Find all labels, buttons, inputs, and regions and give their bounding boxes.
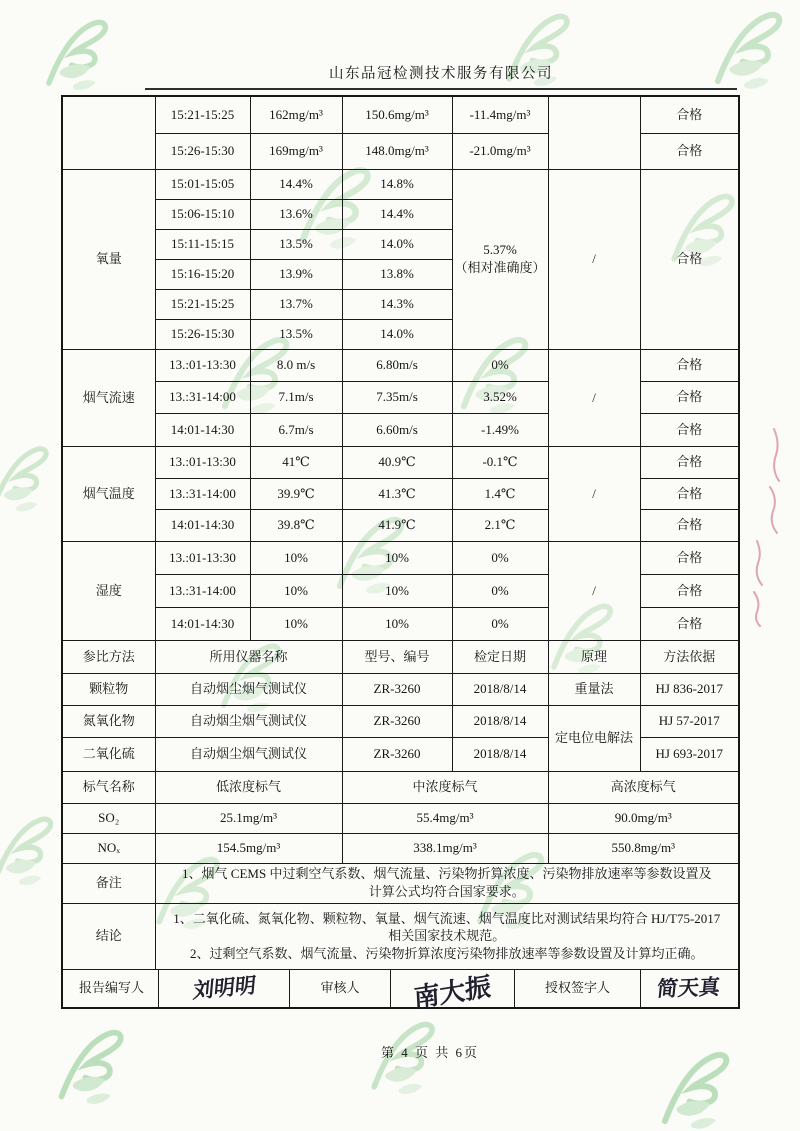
ref-value-cell: 39.8℃	[250, 509, 342, 541]
reviewer-label: 审核人	[290, 970, 391, 1007]
prev-section-label-cell	[62, 96, 155, 169]
remark-line: 1、烟气 CEMS 中过剩空气系数、烟气流量、污染物折算浓度、污染物排放速率等参数设置及	[182, 866, 712, 882]
signature-row	[62, 969, 739, 1008]
header-principle: 原理	[548, 640, 640, 673]
cems-value-cell: 10%	[342, 541, 452, 574]
param-cell: 二氧化硫	[62, 737, 155, 771]
cems-value-cell: 10%	[342, 607, 452, 640]
model-cell: ZR-3260	[342, 673, 452, 705]
date-cell: 2018/8/14	[452, 673, 548, 705]
gas-name-cell: SO₂	[62, 803, 155, 833]
relative-accuracy-cell	[452, 169, 548, 349]
ref-value-cell: 13.6%	[250, 199, 342, 229]
param-label-velocity: 烟气流速	[62, 349, 155, 446]
instrument-cell: 自动烟尘烟气测试仪	[155, 737, 342, 771]
param-cell: 颗粒物	[62, 673, 155, 705]
reviewer-signature: 南大振	[413, 972, 493, 1015]
remark-content	[155, 863, 739, 903]
red-annotation-marks	[762, 425, 784, 540]
time-cell: 15:26-15:30	[155, 133, 250, 169]
brand-logo-watermark	[50, 1026, 132, 1108]
conclusion-line: 1、二氧化硫、氮氧化物、颗粒物、氧量、烟气流速、烟气温度比对测试结果均符合 HJ/T75-2017	[173, 910, 721, 926]
result-cell: 合格	[640, 169, 739, 349]
writer-signature: 刘明明	[191, 972, 257, 1003]
table-row	[62, 169, 739, 199]
cems-value-cell: 40.9℃	[342, 446, 452, 478]
page-number: 第 4 页 共 6页	[380, 1045, 479, 1060]
result-cell: 合格	[640, 349, 739, 381]
error-value-cell: 0%	[452, 607, 548, 640]
remark-row	[62, 863, 739, 903]
time-cell: 14:01-14:30	[155, 413, 250, 446]
red-annotation-marks	[748, 538, 766, 630]
result-cell: 合格	[640, 446, 739, 478]
cems-value-cell: 41.9℃	[342, 509, 452, 541]
time-cell: 13.:31-14:00	[155, 478, 250, 509]
cems-value-cell: 6.60m/s	[342, 413, 452, 446]
time-cell: 15:21-15:25	[155, 289, 250, 319]
gas-low-header: 低浓度标气	[155, 771, 342, 803]
gas-low-cell: 25.1mg/m³	[155, 803, 342, 833]
basis-cell: HJ 693-2017	[640, 737, 739, 771]
cems-value-cell: 14.0%	[342, 229, 452, 259]
ref-value-cell: 14.4%	[250, 169, 342, 199]
header-instrument: 所用仪器名称	[155, 640, 342, 673]
error-value-cell: 0%	[452, 349, 548, 381]
cems-value-cell: 14.3%	[342, 289, 452, 319]
cems-value-cell: 13.8%	[342, 259, 452, 289]
authorizer-signature: 简天真	[655, 974, 722, 1001]
param-label-temperature: 烟气温度	[62, 446, 155, 541]
gas-low-cell: 154.5mg/m³	[155, 833, 342, 863]
gas-row	[62, 803, 739, 833]
header-basis: 方法依据	[640, 640, 739, 673]
ref-value-cell: 13.5%	[250, 319, 342, 349]
ref-value-cell: 10%	[250, 574, 342, 607]
time-cell: 13.:01-13:30	[155, 446, 250, 478]
result-cell: 合格	[640, 96, 739, 133]
param-cell: 氮氧化物	[62, 705, 155, 737]
model-cell: ZR-3260	[342, 705, 452, 737]
ref-value-cell: 162mg/m³	[250, 96, 342, 133]
ref-value-cell: 7.1m/s	[250, 381, 342, 413]
remark-label: 备注	[62, 863, 155, 903]
gas-high-header: 高浓度标气	[548, 771, 739, 803]
method-row	[62, 705, 739, 737]
param-label-oxygen: 氧量	[62, 169, 155, 349]
error-value-cell: -11.4mg/m³	[452, 96, 548, 133]
signer-label: 授权签字人	[515, 970, 641, 1007]
cems-value-cell: 7.35m/s	[342, 381, 452, 413]
basis-cell: HJ 836-2017	[640, 673, 739, 705]
method-header-row	[62, 640, 739, 673]
time-cell: 15:01-15:05	[155, 169, 250, 199]
accuracy-note: （相对准确度）	[454, 260, 546, 275]
error-value-cell: 0%	[452, 541, 548, 574]
cems-value-cell: 148.0mg/m³	[342, 133, 452, 169]
principle-cell: 重量法	[548, 673, 640, 705]
table-row	[62, 96, 739, 133]
result-cell: 合格	[640, 413, 739, 446]
ref-value-cell: 39.9℃	[250, 478, 342, 509]
result-cell: 合格	[640, 478, 739, 509]
time-cell: 15:06-15:10	[155, 199, 250, 229]
ref-value-cell: 13.9%	[250, 259, 342, 289]
error-value-cell: 1.4℃	[452, 478, 548, 509]
ref-value-cell: 10%	[250, 607, 342, 640]
cems-value-cell: 41.3℃	[342, 478, 452, 509]
brand-logo-watermark	[38, 16, 116, 94]
gas-mid-header: 中浓度标气	[342, 771, 548, 803]
gas-name-cell: NOₓ	[62, 833, 155, 863]
time-cell: 15:16-15:20	[155, 259, 250, 289]
time-cell: 15:21-15:25	[155, 96, 250, 133]
result-cell: 合格	[640, 133, 739, 169]
ref-value-cell: 41℃	[250, 446, 342, 478]
cems-value-cell: 6.80m/s	[342, 349, 452, 381]
gas-mid-cell: 338.1mg/m³	[342, 833, 548, 863]
table-row	[62, 541, 739, 574]
gas-high-cell: 90.0mg/m³	[548, 803, 739, 833]
error-value-cell: -1.49%	[452, 413, 548, 446]
header-param: 参比方法	[62, 640, 155, 673]
na-cell: /	[548, 446, 640, 541]
na-cell: /	[548, 169, 640, 349]
na-cell: /	[548, 349, 640, 446]
brand-logo-watermark	[0, 443, 56, 515]
conclusion-line: 相关国家技术规范。	[388, 928, 506, 944]
time-cell: 15:26-15:30	[155, 319, 250, 349]
gas-row	[62, 833, 739, 863]
conclusion-label: 结论	[62, 903, 155, 969]
table-row	[62, 349, 739, 381]
method-row	[62, 673, 739, 705]
gas-label: 标气名称	[62, 771, 155, 803]
cems-value-cell: 10%	[342, 574, 452, 607]
header-model: 型号、编号	[342, 640, 452, 673]
conclusion-content	[155, 903, 739, 969]
conclusion-row	[62, 903, 739, 969]
accuracy-value: 5.37%	[483, 242, 517, 258]
header-date: 检定日期	[452, 640, 548, 673]
conclusion-line: 2、过剩空气系数、烟气流量、污染物折算浓度污染物排放速率等参数设置及计算均正确。	[189, 945, 704, 961]
cems-value-cell: 150.6mg/m³	[342, 96, 452, 133]
ref-value-cell: 6.7m/s	[250, 413, 342, 446]
time-cell: 13.:01-13:30	[155, 541, 250, 574]
ref-value-cell: 10%	[250, 541, 342, 574]
time-cell: 15:11-15:15	[155, 229, 250, 259]
date-cell: 2018/8/14	[452, 737, 548, 771]
error-value-cell: -21.0mg/m³	[452, 133, 548, 169]
param-label-humidity: 湿度	[62, 541, 155, 640]
time-cell: 14:01-14:30	[155, 607, 250, 640]
ref-value-cell: 13.5%	[250, 229, 342, 259]
basis-cell: HJ 57-2017	[640, 705, 739, 737]
cems-value-cell: 14.8%	[342, 169, 452, 199]
na-cell: /	[548, 541, 640, 640]
gas-high-cell: 550.8mg/m³	[548, 833, 739, 863]
principle-cell: 定电位电解法	[548, 705, 640, 771]
error-value-cell: 2.1℃	[452, 509, 548, 541]
date-cell: 2018/8/14	[452, 705, 548, 737]
time-cell: 13.:01-13:30	[155, 349, 250, 381]
cems-value-cell: 14.0%	[342, 319, 452, 349]
time-cell: 14:01-14:30	[155, 509, 250, 541]
time-cell: 13.:31-14:00	[155, 574, 250, 607]
writer-label: 报告编写人	[65, 970, 159, 1007]
error-value-cell: 3.52%	[452, 381, 548, 413]
ref-value-cell: 169mg/m³	[250, 133, 342, 169]
results-table	[61, 95, 740, 1015]
result-cell: 合格	[640, 381, 739, 413]
result-cell: 合格	[640, 607, 739, 640]
result-cell: 合格	[640, 509, 739, 541]
gas-header-row	[62, 771, 739, 803]
instrument-cell: 自动烟尘烟气测试仪	[155, 673, 342, 705]
company-title: 山东品冠检测技术服务有限公司	[145, 62, 737, 90]
signature-cells	[62, 969, 739, 1015]
model-cell: ZR-3260	[342, 737, 452, 771]
error-value-cell: 0%	[452, 574, 548, 607]
gas-mid-cell: 55.4mg/m³	[342, 803, 548, 833]
remark-line: 计算公式均符合国家要求。	[368, 884, 525, 899]
instrument-cell: 自动烟尘烟气测试仪	[155, 705, 342, 737]
brand-logo-watermark	[0, 813, 61, 889]
time-cell: 13.:31-14:00	[155, 381, 250, 413]
ref-value-cell: 8.0 m/s	[250, 349, 342, 381]
result-cell: 合格	[640, 574, 739, 607]
cems-value-cell: 14.4%	[342, 199, 452, 229]
error-value-cell: -0.1℃	[452, 446, 548, 478]
prev-na-cell	[548, 96, 640, 169]
result-cell: 合格	[640, 541, 739, 574]
ref-value-cell: 13.7%	[250, 289, 342, 319]
table-row	[62, 446, 739, 478]
